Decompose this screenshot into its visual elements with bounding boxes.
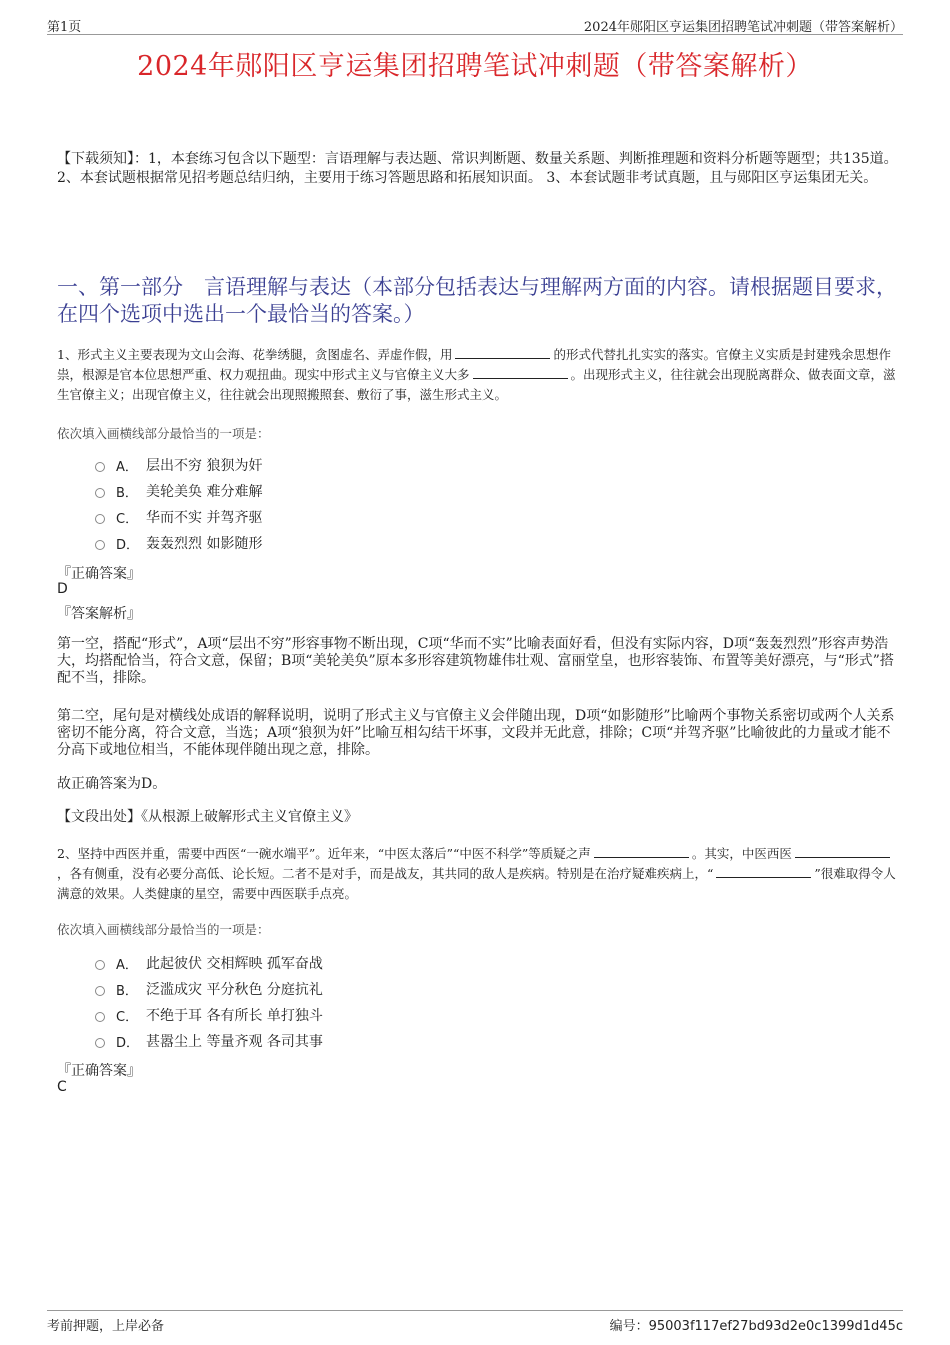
radio-icon[interactable] xyxy=(95,1038,105,1048)
option-d[interactable] xyxy=(95,1028,323,1054)
analysis-paragraph: 第一空，搭配“形式”，A项“层出不穷”形容事物不断出现，C项“华而不实”比喻表面好看，但没有实际内容，D项“轰轰烈烈”形容声势浩大，均搭配恰当，符合文意，保留；B项“美轮美奂”原本多形容建筑物雄伟壮观、富丽堂皇，也形容装饰、布置等美好漂亮，与“形式”搭配不当，排除。 xyxy=(57,636,894,686)
section-heading: 一、第一部分 言语理解与表达（本部分包括表达与理解两方面的内容。请根据题目要求，在四个选项中选出一个最恰当的答案。） xyxy=(57,275,897,326)
header-doc-title: 2024年郧阳区亨运集团招聘笔试冲刺题（带答案解析） xyxy=(583,20,903,35)
option-text: 甚嚣尘上 等量齐观 各司其事 xyxy=(146,1034,323,1050)
option-text: 不绝于耳 各有所长 单打独斗 xyxy=(146,1008,323,1024)
fill-blank xyxy=(795,845,890,858)
question-1-stem-part-c: 。出现形式主义，往往就会出现脱离群众、做表面文章，滋生官僚主义；出现官僚主义，往往就会出现照搬照套、敷衍了事，滋生形式主义。 xyxy=(57,367,896,402)
page-number: 第1页 xyxy=(47,20,82,35)
option-key: A． xyxy=(116,957,138,973)
analysis-label: 『答案解析』 xyxy=(57,606,141,622)
radio-icon[interactable] xyxy=(95,514,105,524)
question-1-stem xyxy=(57,345,902,405)
option-text: 轰轰烈烈 如影随形 xyxy=(146,536,263,552)
question-2-stem-part-b: 。其实，中医西医 xyxy=(691,846,792,861)
fill-blank xyxy=(594,845,689,858)
radio-icon[interactable] xyxy=(95,462,105,472)
answer-label: 『正确答案』 xyxy=(57,566,141,582)
page-footer xyxy=(47,1310,903,1334)
page-title: 2024年郧阳区亨运集团招聘笔试冲刺题（带答案解析） xyxy=(137,51,813,82)
option-text: 层出不穷 狼狈为奸 xyxy=(146,458,263,474)
option-b[interactable] xyxy=(95,976,323,1002)
question-1-stem-part-b: 的形式代替扎扎实实的落实。官僚主义实质是封建残余思想作祟，根源是官本位思想严重、权力观扭曲。现实中形式主义与官僚主义大多 xyxy=(57,347,891,382)
radio-icon[interactable] xyxy=(95,1012,105,1022)
fill-blank xyxy=(455,346,550,359)
radio-icon[interactable] xyxy=(95,540,105,550)
footer-slogan: 考前押题，上岸必备 xyxy=(47,1319,165,1334)
option-d[interactable] xyxy=(95,530,262,556)
option-text: 华而不实 并驾齐驱 xyxy=(146,510,263,526)
option-text: 此起彼伏 交相辉映 孤军奋战 xyxy=(146,956,323,972)
question-1-options xyxy=(95,452,262,556)
radio-icon[interactable] xyxy=(95,488,105,498)
option-a[interactable] xyxy=(95,452,262,478)
option-key: B． xyxy=(116,485,138,501)
option-text: 泛滥成灾 平分秋色 分庭抗礼 xyxy=(146,982,323,998)
answer-value: D xyxy=(57,581,68,597)
option-key: A． xyxy=(116,459,138,475)
radio-icon[interactable] xyxy=(95,960,105,970)
question-2-stem-part-a: 2、坚持中西医并重，需要中西医“一碗水端平”。近年来，“中医太落后”“中医不科学”等质疑之声 xyxy=(57,846,591,861)
option-c[interactable] xyxy=(95,1002,323,1028)
option-key: B． xyxy=(116,983,138,999)
option-text: 美轮美奂 难分难解 xyxy=(146,484,263,500)
fill-blank xyxy=(473,366,568,379)
page-header xyxy=(47,14,903,35)
option-c[interactable] xyxy=(95,504,262,530)
answer-value: C xyxy=(57,1079,67,1095)
option-b[interactable] xyxy=(95,478,262,504)
footer-doc-id: 编号：95003f117ef27bd93d2e0c1399d1d45c xyxy=(609,1319,903,1334)
question-2-stem-part-c: ，各有侧重，没有必要分高低、论长短。二者不是对手，而是战友，其共同的敌人是疾病。特别是在治疗疑难疾病上，“ xyxy=(57,866,714,881)
download-notice: 【下载须知】：1，本套练习包含以下题型：言语理解与表达题、常识判断题、数量关系题、判断推理题和资料分析题等题型；共135道。 2、本套试题根据常见招考题总结归纳，主要用于练习答题思路和拓展知识面。 3、本套试题非考试真题，且与郧阳区亨运集团无关。 xyxy=(57,151,898,186)
option-key: D． xyxy=(116,1035,140,1051)
question-1-prompt: 依次填入画横线部分最恰当的一项是： xyxy=(57,426,270,441)
option-key: D． xyxy=(116,537,140,553)
option-key: C． xyxy=(116,1009,139,1025)
analysis-conclusion: 故正确答案为D。 xyxy=(57,776,167,792)
question-1-stem-part-a: 1、形式主义主要表现为文山会海、花拳绣腿，贪图虚名、弄虚作假，用 xyxy=(57,347,453,362)
question-2-prompt: 依次填入画横线部分最恰当的一项是： xyxy=(57,922,270,937)
answer-label: 『正确答案』 xyxy=(57,1063,141,1079)
radio-icon[interactable] xyxy=(95,986,105,996)
source-citation: 【文段出处】《从根源上破解形式主义官僚主义》 xyxy=(57,809,358,825)
analysis-paragraph: 第二空，尾句是对横线处成语的解释说明，说明了形式主义与官僚主义会伴随出现，D项“如影随形”比喻两个事物关系密切或两个人关系密切不能分离，符合文意，当选；A项“狼狈为奸”比喻互相勾结干坏事，文段并无此意，排除；C项“并驾齐驱”比喻彼此的力量或才能不分高下或地位相当，不能体现伴随出现之意，排除。 xyxy=(57,708,895,758)
option-key: C． xyxy=(116,511,139,527)
question-2-options xyxy=(95,950,323,1054)
question-2-stem-part-d: ”很难取得令人满意的效果。人类健康的星空，需要中西医联手点亮。 xyxy=(57,866,896,901)
option-a[interactable] xyxy=(95,950,323,976)
fill-blank xyxy=(716,865,811,878)
question-2-stem xyxy=(57,844,902,904)
